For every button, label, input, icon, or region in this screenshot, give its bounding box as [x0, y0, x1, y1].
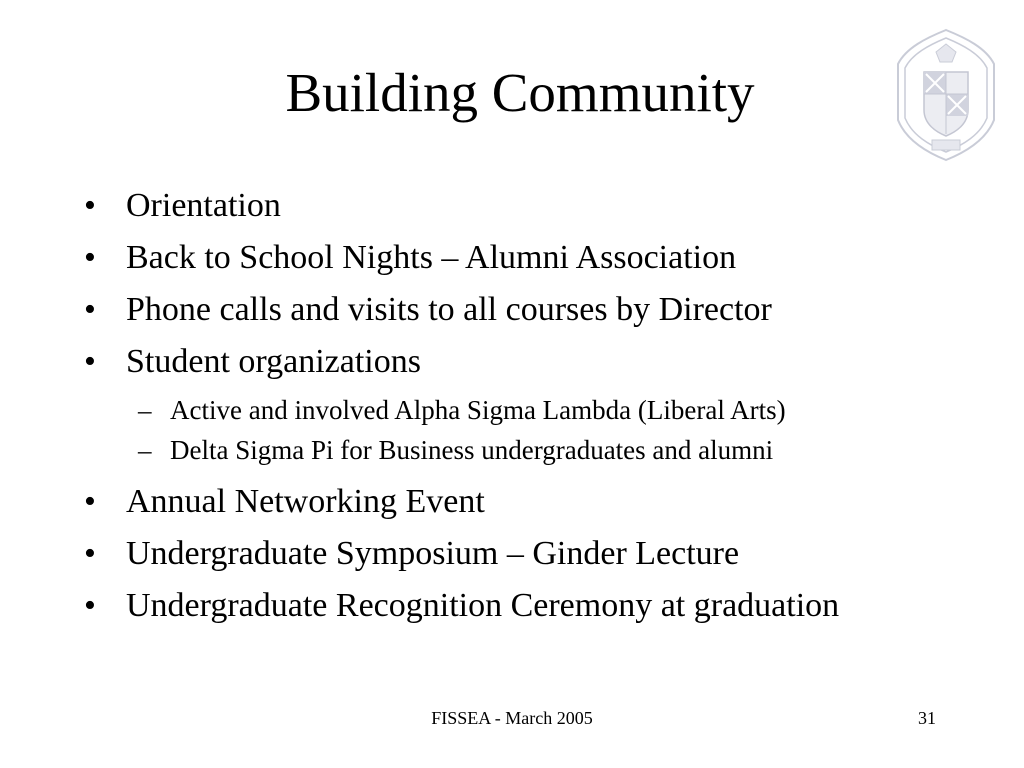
- sub-bullet-item: [126, 430, 839, 470]
- bullet-item: [84, 528, 839, 580]
- slide-title: Building Community: [285, 62, 755, 123]
- sub-bullet-item: [126, 390, 839, 430]
- sub-bullet-text: Delta Sigma Pi for Business undergraduates and alumni: [170, 435, 774, 465]
- bullet-item: [84, 476, 839, 528]
- bullet-item: [84, 232, 839, 284]
- sub-bullet-list: [126, 390, 839, 470]
- bullet-marker: •: [84, 187, 96, 224]
- bullet-text: Undergraduate Recognition Ceremony at graduation: [126, 587, 840, 624]
- bullet-item: [84, 336, 839, 470]
- bullet-text: Back to School Nights – Alumni Association: [126, 239, 737, 276]
- bullet-text: Annual Networking Event: [126, 483, 485, 520]
- bullet-marker: •: [84, 291, 96, 328]
- bullet-marker: •: [84, 587, 96, 624]
- university-seal-icon: [896, 28, 996, 162]
- sub-bullet-marker: –: [138, 435, 152, 465]
- bullet-marker: •: [84, 239, 96, 276]
- bullet-item: [84, 180, 839, 232]
- bullet-list: [84, 180, 839, 632]
- bullet-marker: •: [84, 483, 96, 520]
- bullet-marker: •: [84, 535, 96, 572]
- bullet-item: [84, 284, 839, 336]
- bullet-item: [84, 580, 839, 632]
- bullet-text: Student organizations: [126, 343, 421, 380]
- bullet-text: Phone calls and visits to all courses by Director: [126, 291, 772, 328]
- bullet-marker: •: [84, 343, 96, 380]
- bullet-text: Undergraduate Symposium – Ginder Lecture: [126, 535, 740, 572]
- slide-footer: FISSEA - March 2005: [431, 708, 593, 728]
- sub-bullet-marker: –: [138, 395, 152, 425]
- bullet-text: Orientation: [126, 187, 281, 224]
- page-number: 31: [918, 708, 936, 728]
- sub-bullet-text: Active and involved Alpha Sigma Lambda (Liberal Arts): [170, 395, 786, 425]
